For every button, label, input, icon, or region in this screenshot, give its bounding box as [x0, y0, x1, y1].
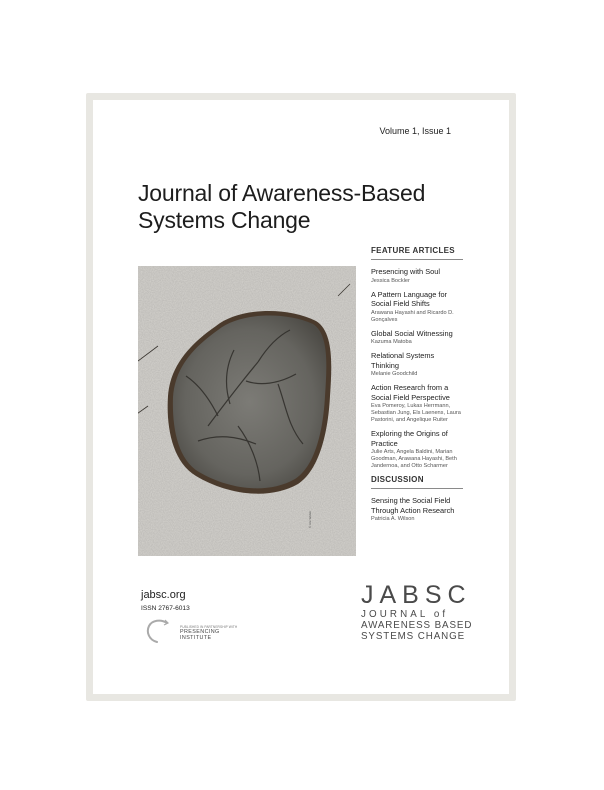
journal-title: [138, 180, 468, 234]
article-entry: [371, 351, 461, 378]
article-title: Global Social Witnessing: [371, 328, 453, 338]
publisher-name: [180, 630, 220, 642]
article-title: Sensing the Social Field Through Action Research: [371, 496, 455, 515]
article-authors: Julie Arts, Angela Baldini, Marian Goodman, Arawana Hayashi, Beth Jandernoa, and Otto Scharmer: [371, 449, 457, 469]
article-authors: Melanie Goodchild: [371, 371, 418, 377]
journal-website: jabsc.org: [141, 589, 186, 601]
table-of-contents: [371, 246, 461, 528]
article-authors: Kazuma Matoba: [371, 339, 412, 345]
logo-acronym: JABSC: [361, 581, 472, 609]
cover-photo: [138, 266, 356, 556]
publisher-caption: PUBLISHED IN PARTNERSHIP WITH: [180, 625, 238, 629]
article-title: Relational Systems Thinking: [371, 351, 435, 370]
logo-line-3: SYSTEMS CHANGE: [361, 631, 466, 642]
article-entry: [371, 267, 461, 285]
journal-title-line-2: Systems Change: [138, 207, 311, 233]
article-entry: [371, 329, 461, 347]
article-authors: Eva Pomeroy, Lukas Herrmann, Sebastian Jung, Els Laenens, Laura Pastorini, and Angelique Ruiter: [371, 403, 461, 423]
jabsc-logo: [361, 582, 471, 642]
publisher-name-line-1: PRESENCING: [180, 629, 220, 635]
article-entry: [371, 429, 461, 470]
article-authors: Arawana Hayashi and Ricardo D. Gonçalves: [371, 309, 454, 323]
article-title: A Pattern Language for Social Field Shifts: [371, 289, 448, 308]
presencing-arc-icon: [143, 618, 177, 644]
article-authors: Patricia A. Wilson: [371, 516, 415, 522]
discussion-heading: DISCUSSION: [371, 475, 463, 489]
journal-cover: [93, 100, 509, 694]
photo-credit: © Ute Weber: [308, 510, 312, 528]
logo-line-1: JOURNAL of: [361, 609, 449, 620]
cover-photo-image: [138, 266, 356, 556]
journal-title-line-1: Journal of Awareness-Based: [138, 180, 426, 206]
feature-articles-heading: FEATURE ARTICLES: [371, 246, 463, 260]
publisher-name-line-2: INSTITUTE: [180, 634, 212, 641]
presencing-institute-logo: [143, 618, 243, 644]
article-entry: [371, 290, 461, 324]
article-title: Exploring the Origins of Practice: [371, 429, 448, 448]
article-title: Presencing with Soul: [371, 267, 441, 276]
issn-number: ISSN 2767-6013: [141, 605, 190, 612]
logo-line-2: AWARENESS BASED: [361, 620, 473, 631]
article-title: Action Research from a Social Field Perspective: [371, 383, 450, 402]
article-entry: [371, 496, 461, 523]
article-entry: [371, 383, 461, 424]
article-authors: Jessica Bockler: [371, 277, 410, 284]
issue-label: Volume 1, Issue 1: [379, 126, 451, 136]
